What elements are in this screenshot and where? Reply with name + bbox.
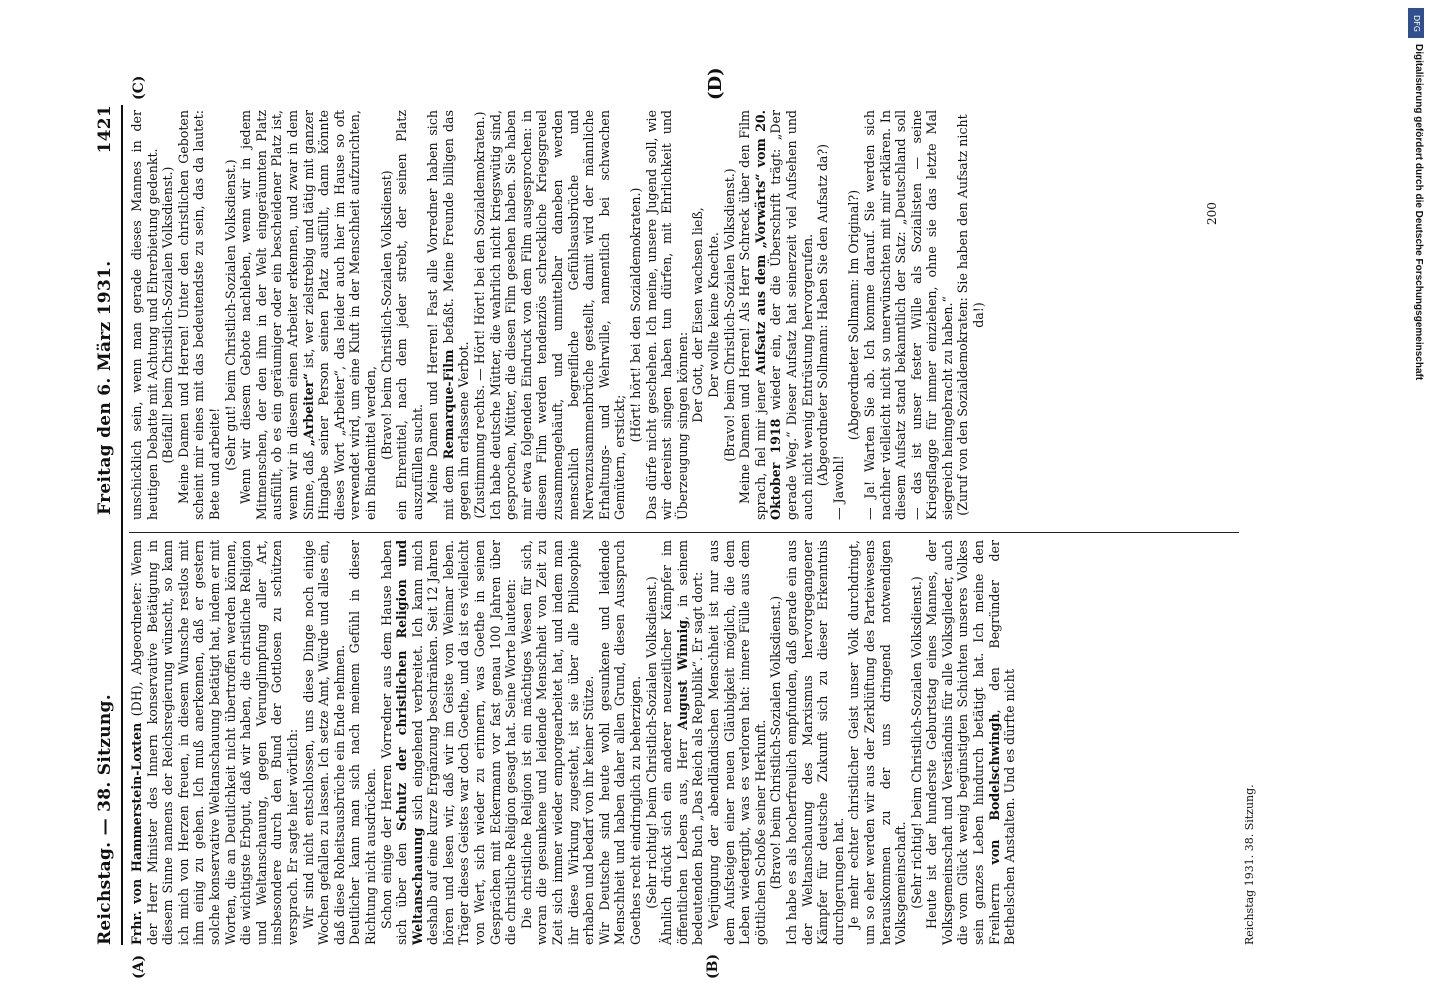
stamp-text: Digitalisierung gefördert durch die Deutsche Forschungsgemeinschaft <box>1413 44 1424 381</box>
col2-paragraph: Das dürfe nicht geschehen. Ich meine, unsere Jugend soll, wie wir dereinst singen haben tun dürfen, mit Ehrlichkeit und Überzeugung singen können: <box>643 110 690 520</box>
column-separator <box>129 532 1239 533</box>
margin-marker-a: (A) <box>131 954 147 979</box>
col1-paragraph: (Bravo! beim Christlich-Sozialen Volksdienst.) <box>768 595 784 890</box>
margin-marker-b: (B) <box>705 953 721 979</box>
col1-paragraph: Wir sind nicht entschlossen, uns diese Dinge noch einige Wochen gefallen zu lassen. Ich setze Amt, Würde und alles ein, daß diese Roheitsausbrüche ein Ende nehmen. <box>300 540 347 945</box>
col2-paragraph: — Ja! Warten Sie ab. Ich komme darauf. Sie werden sich nachher vielleicht nicht so unerwünschten mit mir erklären. In diesem Aufsatz stand bekanntlich der Satz: „Deutschland soll — das ist unser fester Wille als Sozialisten — seine Kriegsflagge für immer einziehen, ohne sie das letzte Mal siegreich heimgebracht zu haben.“ <box>861 110 955 520</box>
text-column-left <box>129 540 1018 945</box>
col1-paragraph: Je mehr echter christlicher Geist unser Volk durchdringt, um so eher werden wir aus der Zerklüftung des Parteiwesens herauskommen zu der uns dringend notwendigen Volksgemeinschaft. <box>846 540 909 945</box>
col1-paragraph: Ich habe es als hocherfreulich empfunden, daß gerade ein aus der Weltanschauung des Marxismus hervorgegangener Kämpfer für deutsche Zukunft sich zu dieser Erkenntnis durchgerungen hat. <box>783 540 846 945</box>
col1-paragraph: Verjüngung der abendländischen Menschheit ist nur aus dem Aufsteigen einer neuen Gläubigkeit möglich, die dem Leben wiedergibt, was es verloren hat: innere Fülle aus dem göttlichen Schoße seiner Herkunft. <box>705 540 768 945</box>
col2-paragraph: Meine Damen und Herren! Unter den christlichen Geboten scheint mir eines mit das bedeutendste zu sein, das da lautet: Bete und arbeite! <box>175 110 222 520</box>
col2-paragraph: Der Gott, der Eisen wachsen ließ, Der wollte keine Knechte. <box>690 207 721 423</box>
col2-paragraph: (Bravo! beim Christlich-Sozialen Volksdienst) <box>378 170 394 460</box>
col2-paragraph: (Abgeordneter Sollmann: Haben Sie den Aufsatz da?) <box>815 143 831 487</box>
col1-paragraph: Wir Deutsche sind heute wohl gesunkene und leidende Menschheit und haben daher allen Grund, diesen Ausspruch Goethes recht eindringlich zu beherzigen. <box>596 540 643 945</box>
col2-paragraph: (Sehr gut! beim Christlich-Sozialen Volksdienst.) <box>222 159 238 471</box>
signature-number: 200 <box>1205 202 1219 225</box>
col2-paragraph: Meine Damen und Herren! Fast alle Vorredner haben sich mit dem Remarque-Film befaßt. Meine Freunde billigen das gegen ihn erlassene Verbot. <box>425 110 472 520</box>
col2-paragraph: — Jawohl! <box>830 455 846 520</box>
col1-paragraph: Heute ist der hunderste Geburtstag eines Mannes, der Volksgemeinschaft und Verständnis für alle Volksglieder, auch die vom Glück wenig begünstigten Schichten unseres Volkes sein ganzes Leben hindurch betätigt hat. Ich meine den Freiherrn von Bodelschwingh, den Begründer der Bethelschen Anstalten. Und es dürfte nicht <box>924 540 1018 945</box>
digitization-stamp <box>1406 8 1426 388</box>
col1-paragraph: (Sehr richtig! beim Christlich-Sozialen Volksdienst.) <box>643 576 659 909</box>
col1-paragraph: Ähnlich drückt sich ein anderer neuzeitlicher Kämpfer im öffentlichen Lebens aus, Herr August Winnig, in seinem bedeutenden Buch „Das Reich als Republik“. Er sagt dort: <box>659 540 706 945</box>
col1-paragraph: Deutlicher kann man sich nach meinem Gefühl in dieser Richtung nicht ausdrücken. <box>347 540 378 945</box>
header-rule <box>121 105 123 945</box>
header-page-number: 1421 <box>95 105 115 154</box>
header-date: Freitag den 6. März 1931. <box>95 260 115 515</box>
col2-paragraph: unschicklich sein, wenn man gerade dieses Mannes in der heutigen Debatte mit Achtung und Ehrerbietung gedenkt. <box>129 110 160 520</box>
page-header <box>95 105 121 945</box>
margin-marker-d: (D) <box>705 67 726 100</box>
col2-paragraph: ein Ehrentitel, nach dem jeder strebt, der seinen Platz auszufüllen sucht. <box>394 110 425 520</box>
dfg-logo: DFG <box>1408 8 1424 38</box>
page-footer: Reichstag 1931. 38. Sitzung. <box>1243 784 1256 945</box>
col2-paragraph: (Zustimmung rechts. — Hört! Hört! bei den Sozialdemokraten.) <box>472 111 488 519</box>
col2-paragraph: (Hört! hört! bei den Sozialdemokraten.) <box>628 187 643 443</box>
col1-paragraph: Schon einige der Herren Vorredner aus dem Hause haben sich über den Schutz der christlichen Religion und Weltanschauung sich eingehend verbreitet. Ich kann mich deshalb auf eine kurze Ergänzung beschränken. Seit 12 Jahren hören und lesen wir, daß wir im Geiste von Weimar leben. Träger dieses Geistes war doch Goethe, und da ist es vielleicht von Wert, sich wieder zu erinnern, was Goethe in seinen Gesprächen mit Eckermann vor fast genau 100 Jahren über die christliche Religion gesagt hat. Seine Worte lauteten: <box>378 539 519 945</box>
col2-paragraph: Ich habe deutsche Mütter, die wahrlich nicht kriegswütig sind, gesprochen, Mütter, die diesen Film gesehen haben. Sie haben mir etwa folgenden Eindruck von dem Film ausgesprochen: in diesem Film werden tendenziös schreckliche Kriegsgreuel zusammengehäuft, und unmittelbar daneben werden menschlich begreifliche Gefühlsausbrüche und Nervenzusammenbrüche gestellt, damit wird der männliche Erhaltungs- und Wehrwille, namentlich bei schwachen Gemütern, erstickt; <box>487 110 628 520</box>
header-session: Reichstag. — 38. Sitzung. <box>95 694 115 945</box>
margin-marker-c: (C) <box>131 75 147 100</box>
col2-paragraph: Wenn wir diesem Gebote nachleben, wenn wir in jedem Mitmenschen, der den ihm in der Welt eingeräumten Platz ausfüllt, ob es ein geräumiger oder ein bescheidener Platz ist, wenn wir in diesem einen Arbeiter erkennen, und zwar in dem Sinne, daß „Arbeiter“ ist, wer zielstrebig und tätig mit ganzer Hingabe seiner Person seinen Platz ausfüllt, dann könnte dieses Wort „Arbeiter“, das leider auch hier im Hause so oft verwendet wird, um eine Kluft in der Menschheit aufzurichten, ein Bindemittel werden, <box>238 110 378 520</box>
col2-paragraph: (Zuruf von den Sozialdemokraten: Sie haben den Aufsatz nicht da!) <box>955 114 987 516</box>
text-column-right <box>129 110 987 520</box>
col1-paragraph: Frhr. von Hammerstein-Loxten (DH), Abgeordneter: Wenn der Herr Minister des Innern konservative Betätigung in diesem Sinne namens der Reichsregierung wünscht, so kann ich mich von Herzen freuen, in diesem Wunsche restlos mit ihm einig zu gehen. Ich muß anerkennen, daß er gestern solche konservative Weltanschauung betätigt hat, indem er mit Worten, die an Deutlichkeit nicht übertroffen werden können, die wichtigste Erbgut, daß wir haben, die christliche Religion und Weltanschauung, gegen Verunglimpfung aller Art, insbesondere durch den Bund der Gottlosen zu schützen versprach. Er sagte hier wörtlich: <box>129 540 300 945</box>
scanned-page <box>95 67 1325 985</box>
col1-paragraph: (Sehr richtig! beim Christlich-Sozialen Volksdienst.) <box>908 576 924 909</box>
col2-paragraph: (Bravo! beim Christlich-Sozialen Volksdienst.) <box>721 168 737 462</box>
col1-paragraph: Die christliche Religion ist ein mächtiges Wesen für sich, woran die gesunkene und leidende Menschheit von Zeit zu Zeit sich immer wieder emporgearbeitet hat, und indem man ihr diese Wirkung zugesteht, ist sie über alle Philosophie erhaben und bedarf von ihr keiner Stütze. <box>518 540 597 945</box>
col2-paragraph: (Beifall! beim Christlich-Sozialen Volksdienst.) <box>160 166 176 464</box>
col2-paragraph: Meine Damen und Herren! Als Herr Schreck über den Film sprach, fiel mir jener Aufsatz aus dem „Vorwärts“ vom 20. Oktober 1918 wieder ein, der die Überschrift trägt: „Der gerade Weg.“ Dieser Aufsatz hat seinerzeit viel Aufsehen und auch nicht wenig Entrüstung hervorgerufen. <box>737 109 815 520</box>
col2-paragraph: (Abgeordneter Sollmann: Im Original?) <box>846 189 862 441</box>
